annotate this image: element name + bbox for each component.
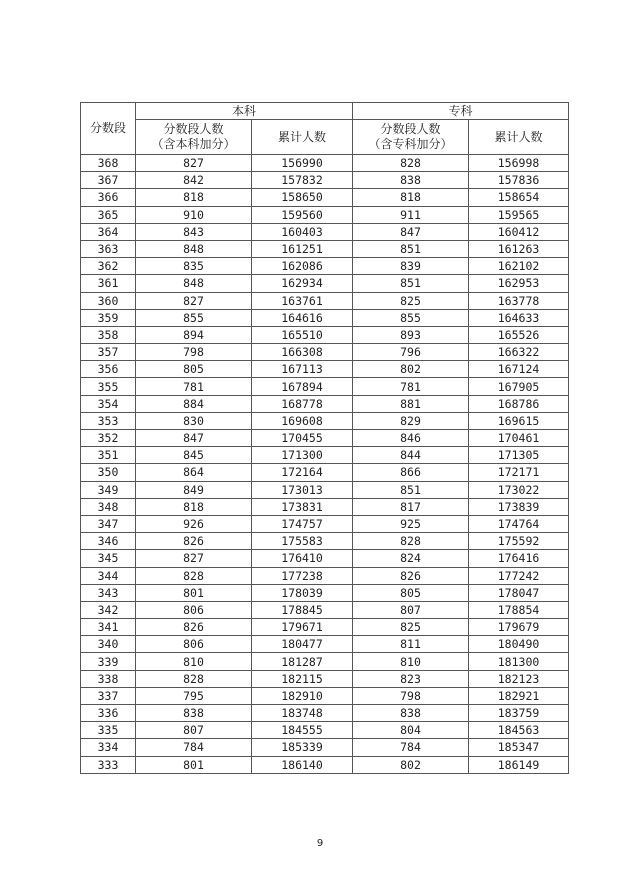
score-cell: 360 xyxy=(81,292,136,309)
benke-count-cell: 810 xyxy=(136,653,252,670)
score-cell: 356 xyxy=(81,361,136,378)
benke-cumulative-cell: 168778 xyxy=(252,395,353,412)
benke-cumulative-cell: 169608 xyxy=(252,412,353,429)
table-row xyxy=(81,515,569,532)
zhuanke-count-cell: 802 xyxy=(353,756,469,773)
benke-cumulative-cell: 161251 xyxy=(252,240,353,257)
table-row xyxy=(81,739,569,756)
benke-count-cell: 843 xyxy=(136,223,252,240)
benke-cumulative-cell: 166308 xyxy=(252,344,353,361)
benke-cumulative-cell: 180477 xyxy=(252,636,353,653)
table-row xyxy=(81,705,569,722)
score-cell: 352 xyxy=(81,430,136,447)
zhuanke-cumulative-cell: 182123 xyxy=(469,670,569,687)
zhuanke-count-cell: 828 xyxy=(353,155,469,172)
benke-count-cell: 845 xyxy=(136,447,252,464)
zhuanke-cumulative-cell: 179679 xyxy=(469,619,569,636)
zhuanke-count-cell: 851 xyxy=(353,275,469,292)
zhuanke-count-cell: 826 xyxy=(353,567,469,584)
score-cell: 346 xyxy=(81,533,136,550)
benke-cumulative-cell: 173831 xyxy=(252,498,353,515)
benke-count-cell: 894 xyxy=(136,326,252,343)
benke-count-cell: 798 xyxy=(136,344,252,361)
table-row xyxy=(81,567,569,584)
benke-cumulative-cell: 178039 xyxy=(252,584,353,601)
score-cell: 342 xyxy=(81,601,136,618)
zhuanke-count-header xyxy=(353,120,469,155)
zhuanke-count-cell: 893 xyxy=(353,326,469,343)
zhuanke-cumulative-cell: 167905 xyxy=(469,378,569,395)
zhuanke-cumulative-cell: 160412 xyxy=(469,223,569,240)
score-cell: 334 xyxy=(81,739,136,756)
zhuanke-cumulative-cell: 156998 xyxy=(469,155,569,172)
zhuanke-count-cell: 829 xyxy=(353,412,469,429)
table-row xyxy=(81,687,569,704)
score-cell: 366 xyxy=(81,189,136,206)
benke-count-cell: 826 xyxy=(136,533,252,550)
benke-count-header-line2: （含本科加分） xyxy=(151,137,236,151)
benke-cumulative-cell: 167894 xyxy=(252,378,353,395)
zhuanke-count-cell: 881 xyxy=(353,395,469,412)
benke-count-header xyxy=(136,120,252,155)
score-cell: 337 xyxy=(81,687,136,704)
benke-count-cell: 864 xyxy=(136,464,252,481)
benke-count-cell: 818 xyxy=(136,189,252,206)
table-row xyxy=(81,533,569,550)
zhuanke-count-cell: 796 xyxy=(353,344,469,361)
table-row xyxy=(81,309,569,326)
zhuanke-count-cell: 802 xyxy=(353,361,469,378)
benke-count-cell: 842 xyxy=(136,172,252,189)
benke-cumulative-cell: 170455 xyxy=(252,430,353,447)
zhuanke-count-cell: 824 xyxy=(353,550,469,567)
benke-count-cell: 847 xyxy=(136,430,252,447)
zhuanke-cumulative-cell: 164633 xyxy=(469,309,569,326)
zhuanke-cumulative-cell: 167124 xyxy=(469,361,569,378)
benke-count-cell: 806 xyxy=(136,601,252,618)
zhuanke-count-cell: 828 xyxy=(353,533,469,550)
benke-count-cell: 884 xyxy=(136,395,252,412)
score-cell: 338 xyxy=(81,670,136,687)
benke-cumulative-cell: 173013 xyxy=(252,481,353,498)
zhuanke-cumulative-cell: 166322 xyxy=(469,344,569,361)
zhuanke-count-cell: 825 xyxy=(353,619,469,636)
zhuanke-count-cell: 911 xyxy=(353,206,469,223)
score-cell: 365 xyxy=(81,206,136,223)
zhuanke-cumulative-cell: 178047 xyxy=(469,584,569,601)
score-cell: 353 xyxy=(81,412,136,429)
score-cell: 339 xyxy=(81,653,136,670)
zhuanke-count-cell: 781 xyxy=(353,378,469,395)
benke-cumulative-cell: 172164 xyxy=(252,464,353,481)
benke-cumulative-cell: 163761 xyxy=(252,292,353,309)
table-body xyxy=(81,155,569,774)
score-cell: 347 xyxy=(81,515,136,532)
benke-count-cell: 828 xyxy=(136,567,252,584)
score-cell: 359 xyxy=(81,309,136,326)
table-row xyxy=(81,292,569,309)
zhuanke-cumulative-cell: 172171 xyxy=(469,464,569,481)
zhuanke-count-cell: 844 xyxy=(353,447,469,464)
score-cell: 357 xyxy=(81,344,136,361)
zhuanke-group-header: 专科 xyxy=(353,103,569,120)
zhuanke-cumulative-cell: 176416 xyxy=(469,550,569,567)
benke-count-cell: 910 xyxy=(136,206,252,223)
benke-cumulative-cell: 184555 xyxy=(252,722,353,739)
zhuanke-count-cell: 847 xyxy=(353,223,469,240)
zhuanke-cumulative-cell: 178854 xyxy=(469,601,569,618)
score-cell: 335 xyxy=(81,722,136,739)
benke-cumulative-cell: 181287 xyxy=(252,653,353,670)
benke-group-header: 本科 xyxy=(136,103,353,120)
zhuanke-count-cell: 846 xyxy=(353,430,469,447)
table-row xyxy=(81,601,569,618)
zhuanke-count-cell: 925 xyxy=(353,515,469,532)
zhuanke-count-cell: 805 xyxy=(353,584,469,601)
benke-count-cell: 848 xyxy=(136,240,252,257)
benke-count-cell: 801 xyxy=(136,584,252,601)
zhuanke-count-cell: 825 xyxy=(353,292,469,309)
zhuanke-count-cell: 851 xyxy=(353,481,469,498)
score-cell: 343 xyxy=(81,584,136,601)
page-number: 9 xyxy=(316,838,324,849)
score-column-header: 分数段 xyxy=(81,103,136,155)
score-cell: 361 xyxy=(81,275,136,292)
benke-cumulative-cell: 160403 xyxy=(252,223,353,240)
benke-count-cell: 827 xyxy=(136,292,252,309)
benke-cumulative-cell: 159560 xyxy=(252,206,353,223)
benke-cumulative-cell: 176410 xyxy=(252,550,353,567)
score-cell: 364 xyxy=(81,223,136,240)
table-row xyxy=(81,378,569,395)
zhuanke-cumulative-header: 累计人数 xyxy=(469,120,569,155)
score-cell: 336 xyxy=(81,705,136,722)
zhuanke-cumulative-cell: 185347 xyxy=(469,739,569,756)
benke-cumulative-cell: 185339 xyxy=(252,739,353,756)
table-row xyxy=(81,361,569,378)
benke-count-cell: 784 xyxy=(136,739,252,756)
benke-count-cell: 827 xyxy=(136,550,252,567)
table-row xyxy=(81,240,569,257)
benke-count-cell: 807 xyxy=(136,722,252,739)
zhuanke-count-cell: 818 xyxy=(353,189,469,206)
zhuanke-count-cell: 798 xyxy=(353,687,469,704)
score-cell: 349 xyxy=(81,481,136,498)
table-row xyxy=(81,206,569,223)
score-cell: 362 xyxy=(81,258,136,275)
score-cell: 341 xyxy=(81,619,136,636)
benke-count-cell: 849 xyxy=(136,481,252,498)
zhuanke-count-cell: 784 xyxy=(353,739,469,756)
benke-cumulative-cell: 175583 xyxy=(252,533,353,550)
zhuanke-cumulative-cell: 168786 xyxy=(469,395,569,412)
benke-cumulative-cell: 186140 xyxy=(252,756,353,773)
score-cell: 358 xyxy=(81,326,136,343)
benke-cumulative-cell: 156990 xyxy=(252,155,353,172)
table-row xyxy=(81,430,569,447)
zhuanke-cumulative-cell: 175592 xyxy=(469,533,569,550)
zhuanke-cumulative-cell: 180490 xyxy=(469,636,569,653)
score-cell: 350 xyxy=(81,464,136,481)
zhuanke-cumulative-cell: 165526 xyxy=(469,326,569,343)
table-row xyxy=(81,326,569,343)
benke-count-cell: 781 xyxy=(136,378,252,395)
benke-cumulative-cell: 174757 xyxy=(252,515,353,532)
benke-cumulative-cell: 157832 xyxy=(252,172,353,189)
score-cell: 354 xyxy=(81,395,136,412)
benke-cumulative-cell: 158650 xyxy=(252,189,353,206)
benke-count-cell: 827 xyxy=(136,155,252,172)
benke-count-cell: 828 xyxy=(136,670,252,687)
benke-count-cell: 801 xyxy=(136,756,252,773)
benke-count-cell: 838 xyxy=(136,705,252,722)
score-cell: 340 xyxy=(81,636,136,653)
zhuanke-cumulative-cell: 183759 xyxy=(469,705,569,722)
zhuanke-cumulative-cell: 173839 xyxy=(469,498,569,515)
zhuanke-count-cell: 855 xyxy=(353,309,469,326)
table-row xyxy=(81,722,569,739)
table-row xyxy=(81,155,569,172)
benke-cumulative-cell: 162934 xyxy=(252,275,353,292)
zhuanke-cumulative-cell: 174764 xyxy=(469,515,569,532)
zhuanke-count-cell: 811 xyxy=(353,636,469,653)
benke-cumulative-cell: 162086 xyxy=(252,258,353,275)
benke-count-cell: 806 xyxy=(136,636,252,653)
zhuanke-cumulative-cell: 169615 xyxy=(469,412,569,429)
zhuanke-count-cell: 851 xyxy=(353,240,469,257)
zhuanke-cumulative-cell: 186149 xyxy=(469,756,569,773)
benke-count-cell: 855 xyxy=(136,309,252,326)
zhuanke-cumulative-cell: 182921 xyxy=(469,687,569,704)
benke-cumulative-cell: 177238 xyxy=(252,567,353,584)
zhuanke-cumulative-cell: 161263 xyxy=(469,240,569,257)
score-cell: 363 xyxy=(81,240,136,257)
score-distribution-table xyxy=(80,102,569,774)
score-cell: 355 xyxy=(81,378,136,395)
table-row xyxy=(81,275,569,292)
benke-cumulative-cell: 164616 xyxy=(252,309,353,326)
benke-count-cell: 805 xyxy=(136,361,252,378)
table-row xyxy=(81,653,569,670)
benke-cumulative-cell: 167113 xyxy=(252,361,353,378)
table-row xyxy=(81,636,569,653)
score-cell: 351 xyxy=(81,447,136,464)
benke-count-cell: 835 xyxy=(136,258,252,275)
table-row xyxy=(81,670,569,687)
score-cell: 333 xyxy=(81,756,136,773)
benke-cumulative-cell: 182910 xyxy=(252,687,353,704)
zhuanke-cumulative-cell: 184563 xyxy=(469,722,569,739)
score-cell: 344 xyxy=(81,567,136,584)
zhuanke-cumulative-cell: 158654 xyxy=(469,189,569,206)
table-row xyxy=(81,481,569,498)
zhuanke-count-cell: 804 xyxy=(353,722,469,739)
zhuanke-cumulative-cell: 159565 xyxy=(469,206,569,223)
zhuanke-cumulative-cell: 162953 xyxy=(469,275,569,292)
benke-count-cell: 826 xyxy=(136,619,252,636)
table-row xyxy=(81,550,569,567)
table-row xyxy=(81,498,569,515)
table-row xyxy=(81,447,569,464)
zhuanke-count-cell: 866 xyxy=(353,464,469,481)
table-row xyxy=(81,344,569,361)
table-row xyxy=(81,189,569,206)
table-row xyxy=(81,223,569,240)
zhuanke-cumulative-cell: 163778 xyxy=(469,292,569,309)
zhuanke-count-cell: 838 xyxy=(353,172,469,189)
benke-cumulative-header: 累计人数 xyxy=(252,120,353,155)
zhuanke-cumulative-cell: 170461 xyxy=(469,430,569,447)
zhuanke-count-cell: 807 xyxy=(353,601,469,618)
zhuanke-count-cell: 839 xyxy=(353,258,469,275)
benke-cumulative-cell: 178845 xyxy=(252,601,353,618)
benke-count-cell: 818 xyxy=(136,498,252,515)
table-row xyxy=(81,412,569,429)
score-cell: 348 xyxy=(81,498,136,515)
benke-cumulative-cell: 183748 xyxy=(252,705,353,722)
zhuanke-count-cell: 817 xyxy=(353,498,469,515)
table-row xyxy=(81,584,569,601)
table-row xyxy=(81,172,569,189)
zhuanke-cumulative-cell: 171305 xyxy=(469,447,569,464)
score-cell: 345 xyxy=(81,550,136,567)
zhuanke-count-header-line2: （含专科加分） xyxy=(368,137,453,151)
zhuanke-cumulative-cell: 173022 xyxy=(469,481,569,498)
benke-cumulative-cell: 165510 xyxy=(252,326,353,343)
score-cell: 368 xyxy=(81,155,136,172)
benke-count-cell: 848 xyxy=(136,275,252,292)
benke-count-cell: 795 xyxy=(136,687,252,704)
benke-count-header-line1: 分数段人数 xyxy=(163,122,224,136)
benke-cumulative-cell: 179671 xyxy=(252,619,353,636)
zhuanke-cumulative-cell: 157836 xyxy=(469,172,569,189)
benke-count-cell: 926 xyxy=(136,515,252,532)
benke-cumulative-cell: 171300 xyxy=(252,447,353,464)
zhuanke-count-cell: 838 xyxy=(353,705,469,722)
zhuanke-count-header-line1: 分数段人数 xyxy=(380,122,441,136)
benke-count-cell: 830 xyxy=(136,412,252,429)
zhuanke-cumulative-cell: 181300 xyxy=(469,653,569,670)
zhuanke-count-cell: 823 xyxy=(353,670,469,687)
zhuanke-count-cell: 810 xyxy=(353,653,469,670)
table-row xyxy=(81,258,569,275)
zhuanke-cumulative-cell: 162102 xyxy=(469,258,569,275)
benke-cumulative-cell: 182115 xyxy=(252,670,353,687)
table-row xyxy=(81,464,569,481)
table-row xyxy=(81,619,569,636)
zhuanke-cumulative-cell: 177242 xyxy=(469,567,569,584)
table-row xyxy=(81,395,569,412)
score-cell: 367 xyxy=(81,172,136,189)
table-row xyxy=(81,756,569,773)
